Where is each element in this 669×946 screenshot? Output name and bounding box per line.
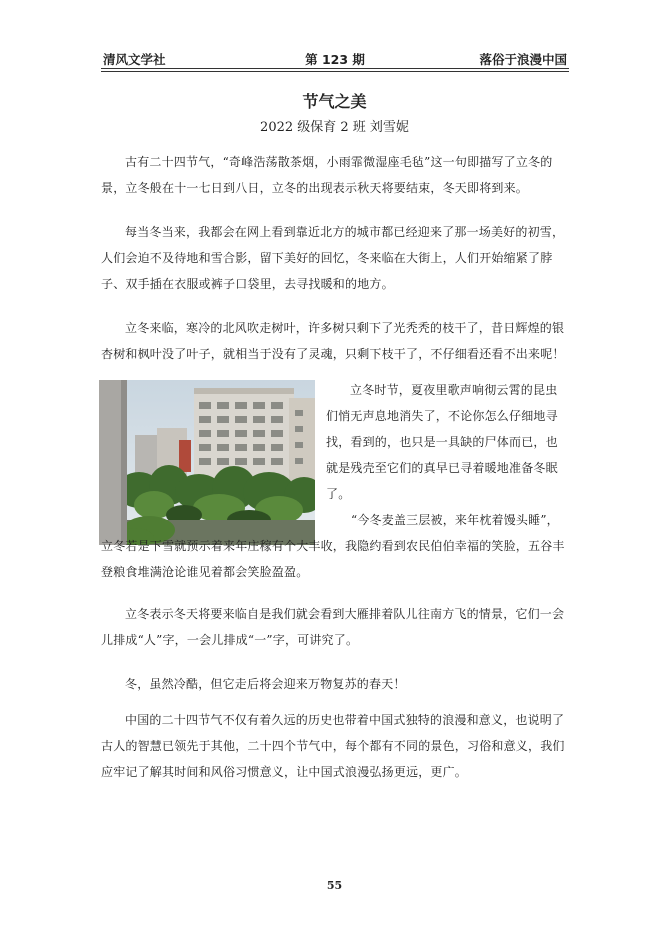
paragraph-5: “今冬麦盖三层被，来年枕着馒头睡”，立冬若是下雪就预示着来年庄稼有个大丰收，我隐约看到农民伯伯幸福的笑脸，五谷丰登粮食堆满沧论谁见着都会笑脸盈盈。 [101, 513, 565, 579]
article-byline: 2022 级保育 2 班 刘雪妮 [260, 120, 409, 135]
paragraph-6: 立冬表示冬天将要来临自是我们就会看到大雁排着队儿往南方飞的情景，它们一会儿排成“人”字，一会儿排成“一”字，可讲究了。 [101, 607, 565, 647]
paragraph-7: 冬，虽然冷酷，但它走后将会迎来万物复苏的春天！ [125, 677, 406, 691]
running-header [101, 50, 569, 70]
header-section-title: 落俗于浪漫中国 [479, 52, 567, 67]
paragraph-3: 立冬来临，寒冷的北风吹走树叶，许多树只剩下了光秃秃的枝干了，昔日辉煌的银杏树和枫叶没了叶子，就相当于没有了灵魂，只剩下枝干了，不仔细看还看不出来呢！ [101, 321, 565, 361]
header-rule-thick [101, 68, 569, 69]
paragraph-4: 立冬时节，夏夜里歌声响彻云霄的昆虫们悄无声息地消失了，不论你怎么仔细地寻找，看到的，也只是一具缺的尸体而已，也就是残壳至它们的真早已寻着暖地准备冬眠了。 [326, 383, 558, 501]
paragraph-2: 每当冬当来，我都会在网上看到靠近北方的城市都已经迎来了那一场美好的初雪，人们会迫不及待地和雪合影，留下美好的回忆，冬来临在大街上，人们开始缩紧了脖子、双手插在衣服或裤子口袋里，去寻找暖和的地方。 [101, 225, 565, 291]
header-rule-thin [101, 71, 569, 72]
paragraph-8: 中国的二十四节气不仅有着久远的历史也带着中国式独特的浪漫和意义，也说明了古人的智慧已领先于其他，二十四个节气中，每个都有不同的景色，习俗和意义，我们应牢记了解其时间和风俗习惯意义，让中国式浪漫弘扬更远，更广。 [101, 713, 565, 779]
header-issue-number: 第 123 期 [305, 52, 365, 67]
page-number: 55 [326, 879, 343, 892]
article-title: 节气之美 [302, 92, 367, 111]
header-club-name: 清风文学社 [103, 52, 166, 67]
paragraph-1: 古有二十四节气，“奇峰浩荡散茶烟，小雨霏微湿座毛毡”这一句即描写了立冬的景，立冬般在十一七日到八日，立冬的出现表示秋天将要结束，冬天即将到来。 [101, 155, 553, 195]
